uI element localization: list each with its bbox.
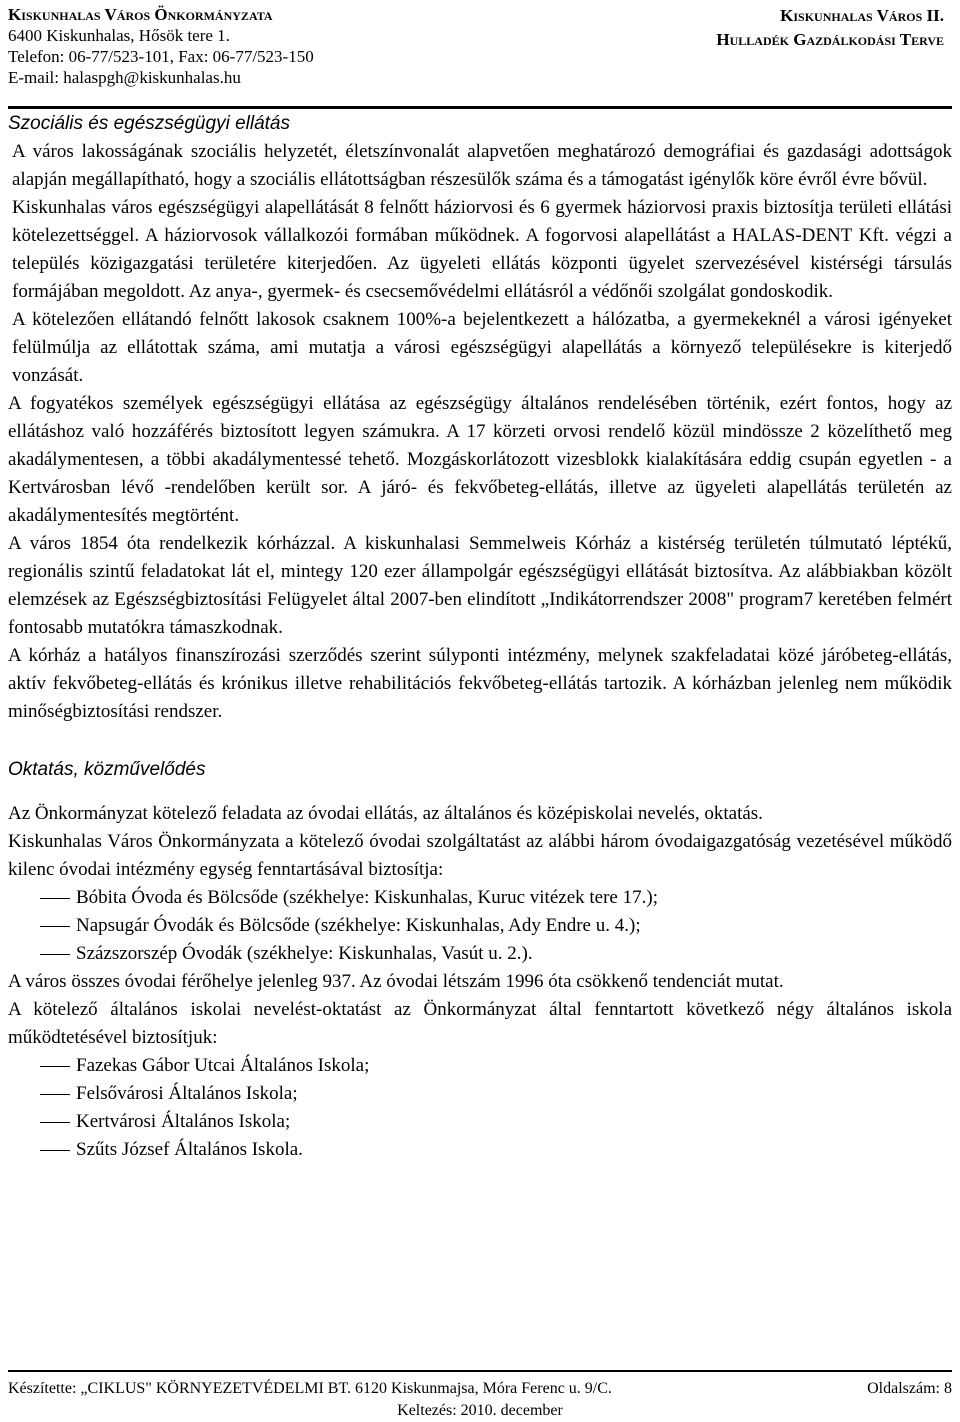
- paragraph: Az Önkormányzat kötelező feladata az óvodai ellátás, az általános és középiskolai nevelés, oktatás.: [8, 803, 763, 824]
- list-item: Szűts József Általános Iskola.: [8, 1136, 952, 1164]
- list-item: Kertvárosi Általános Iskola;: [8, 1108, 952, 1136]
- organization-phone: Telefon: 06-77/523-101, Fax: 06-77/523-150: [8, 47, 314, 66]
- paragraph: A város összes óvodai férőhelye jelenleg 937. Az óvodai létszám 1996 óta csökkenő tendenciát mutat.: [8, 971, 784, 992]
- school-list: [8, 1052, 952, 1164]
- organization-email[interactable]: E-mail: halaspgh@kiskunhalas.hu: [8, 68, 241, 87]
- section-heading-social-health: Szociális és egészségügyi ellátás: [8, 113, 290, 134]
- paragraph: A kötelezően ellátandó felnőtt lakosok csaknem 100%-a bejelentkezett a hálózatba, a gyermekeknél a városi igényeket felülmúlja az ellátottak száma, ami mutatja a városi egészségügyi alapellátás a környező településekre is kiterjedő vonzását.: [12, 309, 952, 386]
- header-document-title: [716, 4, 944, 52]
- page-footer: [8, 1370, 952, 1422]
- document-title-line2: Hulladék Gazdálkodási Terve: [716, 30, 944, 49]
- kindergarten-list: [8, 884, 952, 968]
- document-body: [8, 110, 952, 1164]
- organization-name: Kiskunhalas Város Önkormányzata: [8, 5, 273, 24]
- list-item: Napsugár Óvodák és Bölcsőde (székhelye: Kiskunhalas, Ady Endre u. 4.);: [8, 912, 952, 940]
- footer-author: Készítette: „CIKLUS" KÖRNYEZETVÉDELMI BT. 6120 Kiskunmajsa, Móra Ferenc u. 9/C.: [8, 1380, 612, 1397]
- footer-row: [8, 1372, 952, 1400]
- document-title-line1: Kiskunhalas Város II.: [780, 6, 944, 25]
- page-header: [8, 4, 952, 106]
- section-social-health-nested: [8, 138, 952, 390]
- paragraph: Kiskunhalas város egészségügyi alapellátását 8 felnőtt háziorvosi és 6 gyermek háziorvosi praxis biztosítja területi ellátási kötelezettséggel. A háziorvosok vállalkozói formában működnek. A fogorvosi alapellátást a HALAS-DENT Kft. végzi a település közigazgatási területére kiterjedően. Az ügyeleti ellátás központi ügyelet szervezésével kistérségi társulás formájában megoldott. Az anya-, gyermek- és csecsemővédelmi ellátásról a védőnői szolgálat gondoskodik.: [12, 197, 952, 302]
- paragraph: A kórház a hatályos finanszírozási szerződés szerint súlyponti intézmény, melynek szakfeladatai közé járóbeteg-ellátás, aktív fekvőbeteg-ellátás és krónikus illetve rehabilitációs fekvőbeteg-ellátás tartozik. A kórházban jelenleg nem működik minőségbiztosítási rendszer.: [8, 645, 952, 722]
- spacer: [8, 784, 952, 800]
- list-item: Bóbita Óvoda és Bölcsőde (székhelye: Kiskunhalas, Kuruc vitézek tere 17.);: [8, 884, 952, 912]
- section-heading-education: Oktatás, közművelődés: [8, 759, 206, 780]
- paragraph: A város lakosságának szociális helyzetét, életszínvonalát alapvetően meghatározó demográfiai és gazdasági adottságok alapján megállapítható, hogy a szociális ellátottságban részesülők száma és a támogatást igénylők köre évről évre bővül.: [12, 141, 952, 190]
- list-item: Fazekas Gábor Utcai Általános Iskola;: [8, 1052, 952, 1080]
- footer-date: Keltezés: 2010. december: [397, 1402, 563, 1419]
- header-divider: [8, 106, 952, 109]
- list-item: Felsővárosi Általános Iskola;: [8, 1080, 952, 1108]
- page-number: Oldalszám: 8: [867, 1380, 952, 1397]
- paragraph: Kiskunhalas Város Önkormányzata a kötelező óvodai szolgáltatást az alábbi három óvodaigazgatóság vezetésével működő kilenc óvodai intézmény egység fenntartásával biztosítja:: [8, 831, 952, 880]
- paragraph: A kötelező általános iskolai nevelést-oktatást az Önkormányzat által fenntartott következő négy általános iskola működtetésével biztosítjuk:: [8, 999, 952, 1048]
- paragraph: A város 1854 óta rendelkezik kórházzal. A kiskunhalasi Semmelweis Kórház a kistérség területén túlmutató léptékű, regionális szintű feladatokat lát el, mintegy 120 ezer állampolgár egészségügyi ellátását biztosítva. Az alábbiakban közölt elemzések az Egészségbiztosítási Felügyelet által 2007-ben elindított „Indikátorrendszer 2008" program7 keretében felmért fontosabb mutatókra támaszkodnak.: [8, 533, 952, 638]
- list-item: Százszorszép Óvodák (székhelye: Kiskunhalas, Vasút u. 2.).: [8, 940, 952, 968]
- organization-address: 6400 Kiskunhalas, Hősök tere 1.: [8, 26, 230, 45]
- paragraph: A fogyatékos személyek egészségügyi ellátása az egészségügy általános rendelésében történik, ezért fontos, hogy az ellátáshoz való hozzáférés biztosított legyen számukra. A 17 körzeti orvosi rendelő közül mindössze 2 közelíthető meg akadálymentesen, a többi akadálymentessé tehető. Mozgáskorlátozott vizesblokk kialakítására eddig csupán egyetlen - a Kertvárosban lévő -rendelőben került sor. A járó- és fekvőbeteg-ellátás, illetve az ügyeleti alapellátás területén az akadálymentesítés megtörtént.: [8, 393, 952, 526]
- header-contact-block: [8, 4, 314, 88]
